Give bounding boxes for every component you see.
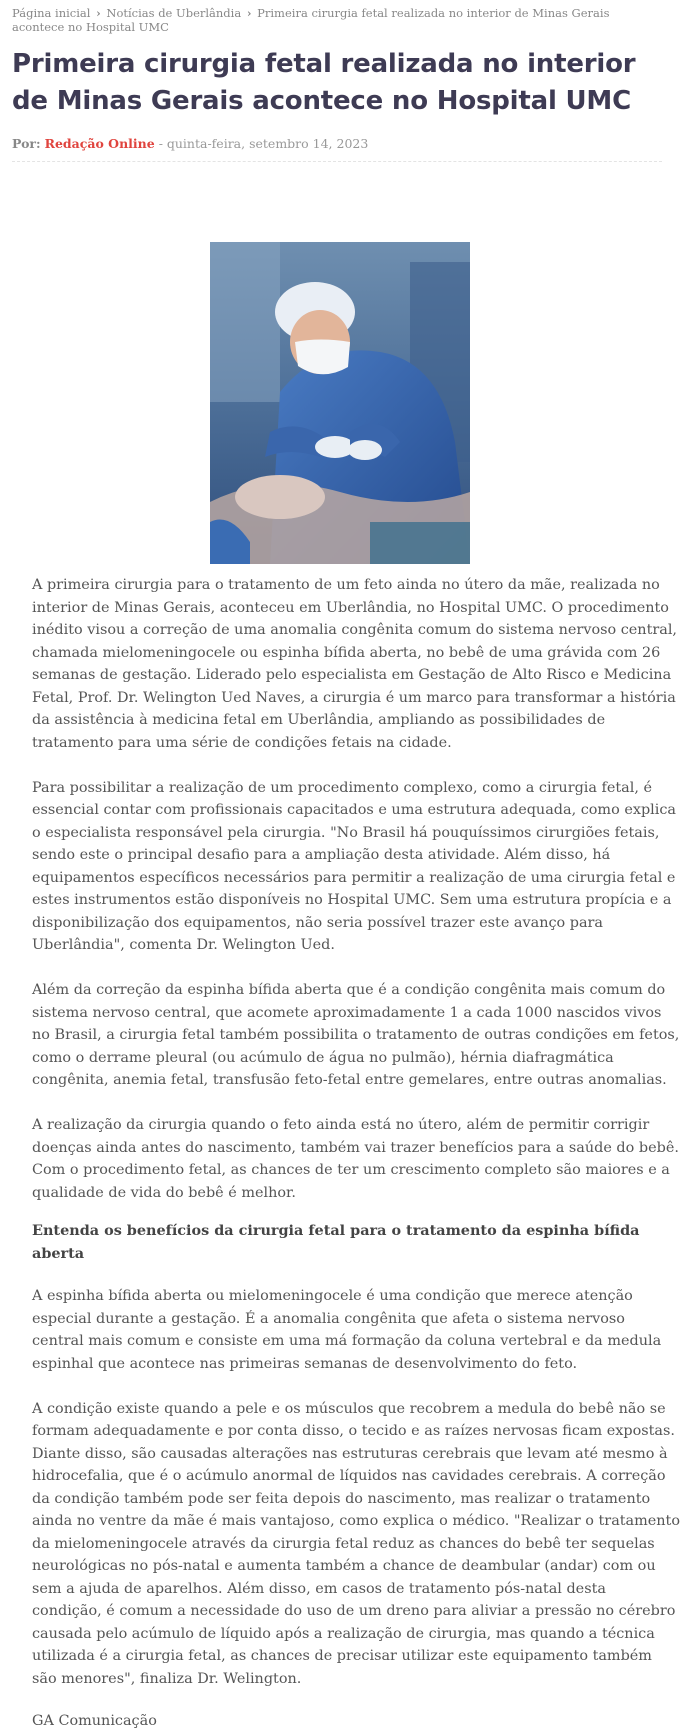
article-paragraph: A realização da cirurgia quando o feto ainda está no útero, além de permitir corrigir doenças ainda antes do nascimento, também vai trazer benefícios para a saúde do bebê. Com o procedimento fetal, as chances de ter um crescimento completo são maiores e a qualidade de vida do bebê é melhor. [32,1117,679,1201]
byline-label: Por: [12,136,41,151]
breadcrumb-separator-icon: › [246,6,252,20]
breadcrumb [12,6,662,34]
article-paragraph: A primeira cirurgia para o tratamento de um feto ainda no útero da mãe, realizada no interior de Minas Gerais, aconteceu em Uberlândia, no Hospital UMC. O procedimento inédito visou a correção de uma anomalia congênita comum do sistema nervoso central, chamada mielomeningocele ou espinha bífida aberta, no bebê de uma grávida com 26 semanas de gestação. Liderado pelo especialista em Gestação de Alto Risco e Medicina Fetal, Prof. Dr. Welington Ued Naves, a cirurgia é um marco para transformar a história da assistência à medicina fetal em Uberlândia, ampliando as possibilidades de tratamento para uma série de condições fetais na cidade. [32,577,677,751]
article-signature: GA Comunicação [32,1712,157,1729]
article-title: Primeira cirurgia fetal realizada no interior de Minas Gerais acontece no Hospital UMC [12,49,636,116]
article-paragraph: A espinha bífida aberta ou mielomeningocele é uma condição que merece atenção especial durante a gestação. É a anomalia congênita que afeta o sistema nervoso central mais comum e consiste em uma má formação da coluna vertebral e da medula espinhal que acontece nas primeiras semanas de desenvolvimento do feto. [32,1288,662,1372]
article-paragraph: Além da correção da espinha bífida aberta que é a condição congênita mais comum do sistema nervoso central, que acomete aproximadamente 1 a cada 1000 nascidos vivos no Brasil, a cirurgia fetal também possibilita o tratamento de outras condições em fetos, como o derrame pleural (ou acúmulo de água no pulmão), hérnia diafragmática congênita, anemia fetal, transfusão feto-fetal entre gemelares, entre outras anomalias. [32,982,680,1088]
breadcrumb-separator-icon: › [96,6,101,20]
article-subheading: Entenda os benefícios da cirurgia fetal para o tratamento da espinha bífida aberta [32,1222,640,1262]
author-link[interactable]: Redação Online [44,136,155,151]
surgeon-photo-illustration [210,242,470,564]
article-body [32,574,680,1690]
article-photo [210,242,470,564]
article-paragraph: A condição existe quando a pele e os músculos que recobrem a medula do bebê não se formam adequadamente e por conta disso, o tecido e as raízes nervosas ficam expostas. Diante disso, são causadas alterações nas estruturas cerebrais que levam até mesmo à hidrocefalia, que é o acúmulo anormal de líquidos nas cavidades cerebrais. A correção da condição também pode ser feita depois do nascimento, mas realizar o tratamento ainda no ventre da mãe é mais vantajoso, como explica o médico. "Realizar o tratamento da mielomeningocele através da cirurgia fetal reduz as chances do bebê ter sequelas neurológicas no pós-natal e aumenta também a chance de deambular (andar) com ou sem a ajuda de aparelhos. Além disso, em casos de tratamento pós-natal desta condição, é comum a necessidade do uso de um dreno para aliviar a pressão no cérebro causada pelo acúmulo de líquido após a realização de cirurgia, mas quando a técnica utilizada é a cirurgia fetal, as chances de precisar utilizar este equipamento também são menores", finaliza Dr. Welington. [32,1400,681,1687]
breadcrumb-section-link[interactable]: Notícias de Uberlândia [106,6,242,20]
breadcrumb-current: Primeira cirurgia fetal realizada no interior de Minas Gerais acontece no Hospital UMC [12,6,610,34]
breadcrumb-home-link[interactable]: Página inicial [12,6,91,20]
article-meta [12,136,662,162]
article-paragraph: Para possibilitar a realização de um procedimento complexo, como a cirurgia fetal, é essencial contar com profissionais capacitados e uma estrutura adequada, como explica o especialista responsável pela cirurgia. "No Brasil há pouquíssimos cirurgiões fetais, sendo este o principal desafio para a ampliação desta atividade. Além disso, há equipamentos específicos necessários para permitir a realização de uma cirurgia fetal e estes instrumentos estão disponíveis no Hospital UMC. Sem uma estrutura propícia e a disponibilização dos equipamentos, não seria possível trazer este avanço para Uberlândia", comenta Dr. Welington Ued. [32,779,677,953]
publish-date: - quinta-feira, setembro 14, 2023 [158,136,369,151]
